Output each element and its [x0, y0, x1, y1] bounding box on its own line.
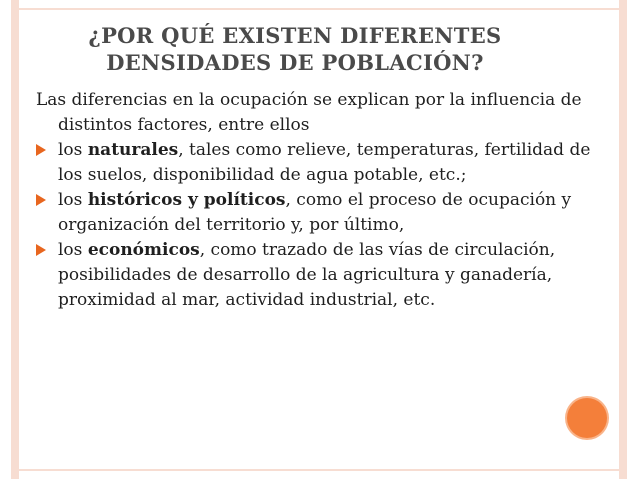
title-line-1: ¿POR QUÉ EXISTEN DIFERENTES [88, 23, 502, 48]
bullet-prefix: los [58, 140, 88, 160]
bullet-economicos [36, 238, 596, 313]
title-line-2: DENSIDADES DE POBLACIÓN? [106, 50, 484, 75]
triangle-bullet-icon [36, 144, 46, 156]
bullet-historicos [36, 188, 596, 238]
triangle-bullet-icon [36, 244, 46, 256]
bullet-text: , como trazado de las vías de circulación, posibilidades de desarrollo de la agricultura y ganadería, proximidad al mar, actividad industrial, etc. [58, 240, 556, 310]
frame-top-border [11, 8, 627, 10]
frame-left-border [11, 0, 19, 479]
bullet-text: , como el proceso de ocupación y organización del territorio y, por último, [58, 190, 572, 235]
bullet-keyword: económicos [87, 240, 200, 260]
bullet-keyword: históricos y políticos [87, 190, 286, 210]
triangle-bullet-icon [36, 194, 46, 206]
frame-bottom-border [11, 469, 627, 471]
slide-body [36, 88, 596, 313]
intro-paragraph: Las diferencias en la ocupación se explican por la influencia de distintos factores, entre ellos [36, 90, 582, 135]
bullet-prefix: los [58, 190, 88, 210]
bullet-prefix: los [58, 240, 88, 260]
slide-title [40, 22, 550, 76]
bullet-keyword: naturales [87, 140, 179, 160]
bullet-naturales [36, 138, 596, 188]
orange-circle-decoration [567, 398, 607, 438]
frame-right-border [619, 0, 627, 479]
bullet-text: , tales como relieve, temperaturas, fertilidad de los suelos, disponibilidad de agua potable, etc.; [58, 140, 591, 185]
